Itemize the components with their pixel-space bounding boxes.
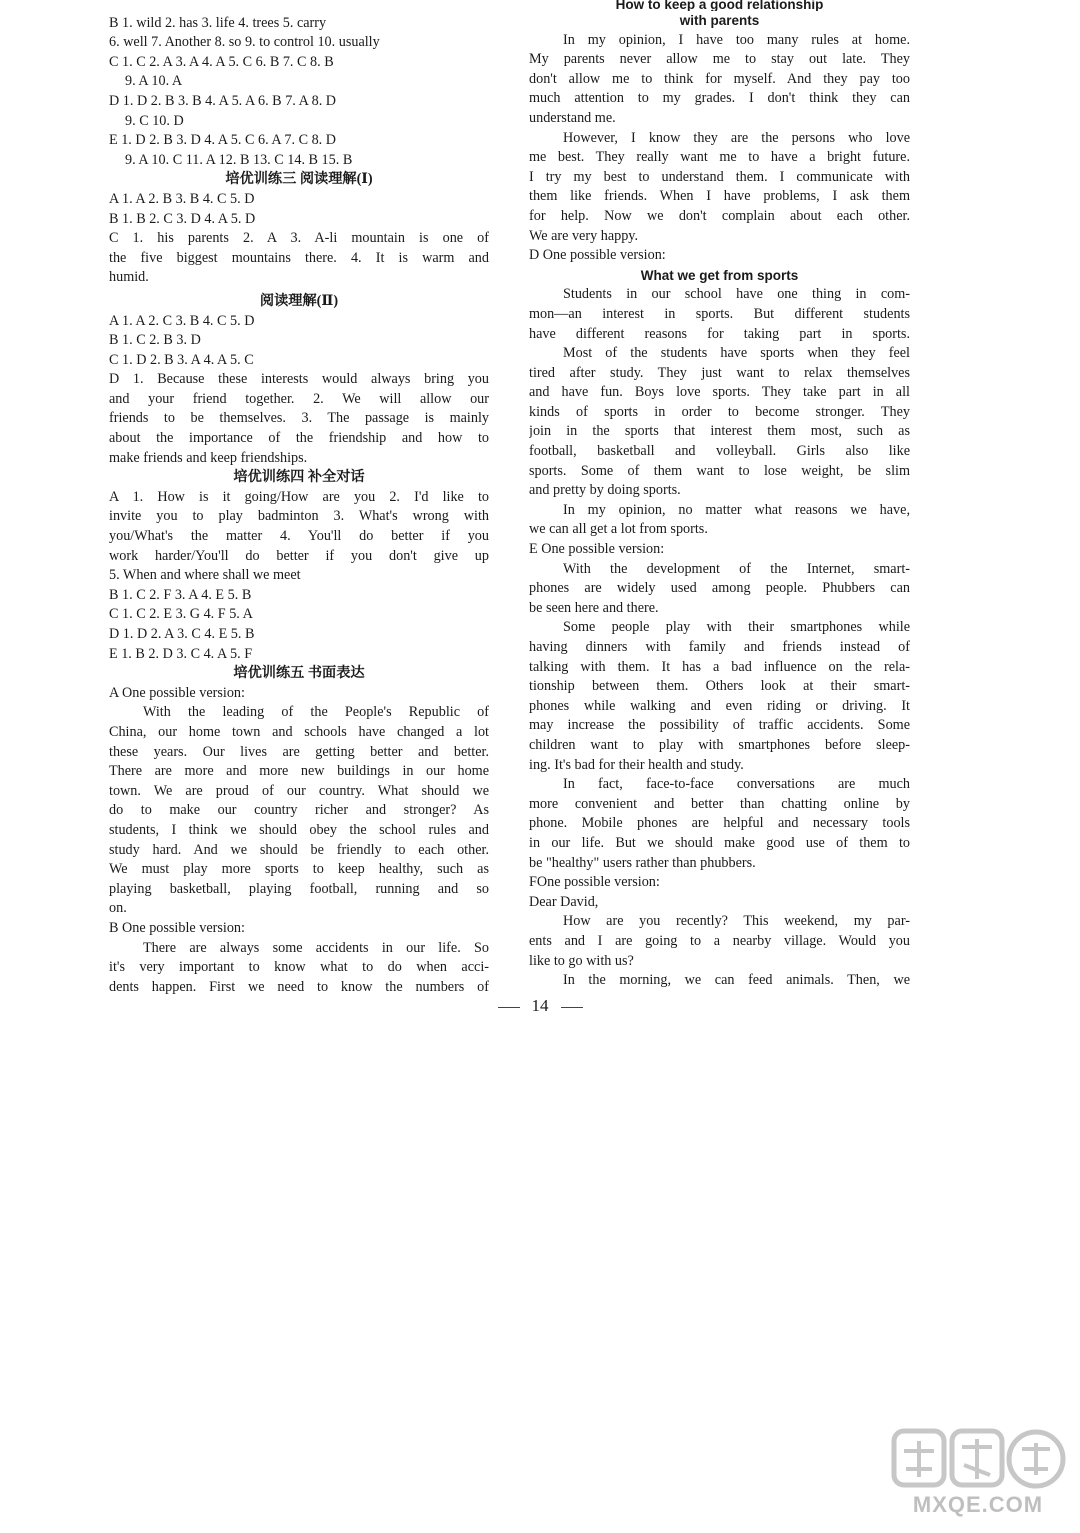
answer-line: 5. When and where shall we meet [109, 567, 301, 584]
version-label: FOne possible version: [529, 874, 660, 891]
essay-line: join in the sports that interest them most, such as [529, 423, 910, 440]
essay-line: like to go with us? [529, 952, 634, 969]
essay-line: In fact, face-to-face conversations are much [563, 776, 910, 793]
essay-line: In my opinion, I have too many rules at home. [563, 31, 910, 48]
answer-line: D 1. D 2. A 3. C 4. E 5. B [109, 626, 255, 642]
watermark-logo [890, 1425, 1066, 1497]
essay-line: may increase the possibility of traffic accidents. Some [529, 717, 910, 734]
essay-line: In my opinion, no matter what reasons we have, [563, 501, 910, 518]
essay-line: have different reasons for taking part in sports. [529, 325, 910, 342]
essay-title: How to keep a good relationship [615, 0, 824, 11]
answer-line: 9. A 10. C 11. A 12. B 13. C 14. B 15. B [125, 151, 353, 168]
essay-line: talking with them. It has a bad influence on the rela- [529, 658, 910, 675]
essay-line: and have fun. Boys love sports. They take part in all [529, 384, 910, 401]
essay-line: phones are widely used among people. Phubbers can [529, 580, 910, 597]
essay-line: having dinners with family and friends instead of [529, 639, 910, 655]
answer-line: you/What's the matter 4. You'll do better if you [109, 528, 489, 545]
answer-line: B 1. wild 2. has 3. life 4. trees 5. carry [109, 14, 327, 31]
essay-line: Students in our school have one thing in com- [563, 286, 910, 303]
answer-line: 9. C 10. D [125, 112, 184, 129]
essay-line: and pretty by doing sports. [529, 482, 681, 499]
section-heading: 培优训练五 书面表达 [233, 665, 365, 682]
answer-line: humid. [109, 269, 149, 286]
answer-line: D 1. D 2. B 3. B 4. A 5. A 6. B 7. A 8. D [109, 92, 337, 109]
essay-line: ing. It's bad for their health and study. [529, 756, 744, 773]
essay-line: understand me. [529, 109, 616, 126]
essay-line: be "healthy" users rather than phubbers. [529, 854, 756, 871]
version-label: B One possible version: [109, 919, 245, 936]
answer-line: E 1. D 2. B 3. D 4. A 5. C 6. A 7. C 8. D [109, 132, 337, 149]
answer-line: make friends and keep friendships. [109, 449, 308, 466]
answer-line: about the importance of the friendship and how to [109, 430, 489, 447]
essay-line: tionship between them. Others look at their smart- [529, 678, 910, 695]
essay-line: do to make our country richer and stronger? As [109, 802, 489, 819]
essay-line: we can all get a lot from sports. [529, 521, 708, 538]
answer-line: A 1. A 2. B 3. B 4. C 5. D [109, 190, 255, 207]
essay-line: There are always some accidents in our life. So [143, 939, 489, 956]
essay-line: in our life. But we should make good use of them to [529, 834, 910, 851]
answer-line: B 1. C 2. F 3. A 4. E 5. B [109, 586, 252, 603]
answer-line: 6. well 7. Another 8. so 9. to control 10. usually [109, 34, 380, 51]
section-heading: 培优训练三 阅读理解(Ⅰ) [225, 171, 373, 188]
answer-line: C 1. D 2. B 3. A 4. A 5. C [109, 351, 254, 368]
version-label: E One possible version: [529, 541, 665, 558]
essay-line: With the leading of the People's Republic of [143, 704, 489, 721]
essay-title: What we get from sports [640, 267, 799, 283]
left-text-column [109, 0, 489, 997]
essay-line: Most of the students have sports when they feel [563, 345, 910, 362]
version-label: D One possible version: [529, 247, 666, 264]
essay-line: mon—an interest in sports. But different students [529, 305, 910, 322]
answer-line: C 1. C 2. A 3. A 4. A 5. C 6. B 7. C 8. B [109, 53, 334, 70]
watermark [890, 1425, 1066, 1525]
essay-line: We must play more sports to keep healthy, such as [109, 861, 489, 878]
answer-line: A 1. A 2. C 3. B 4. C 5. D [109, 312, 255, 329]
dash-left [498, 1007, 520, 1008]
answer-line: work harder/You'll do better if you don't give up [109, 547, 489, 564]
essay-line: students, I think we should obey the school rules and [109, 821, 489, 838]
essay-line: be seen here and there. [529, 599, 659, 616]
essay-line: for help. Now we don't complain about each other. [529, 207, 910, 224]
dash-right [561, 1007, 583, 1008]
letter-greeting: Dear David, [529, 893, 599, 910]
essay-line: ents and I are going to a nearby village. Would you [529, 932, 910, 949]
essay-line: on. [109, 900, 127, 917]
answer-line: B 1. C 2. B 3. D [109, 332, 201, 349]
essay-line: My parents never allow me to stay out late. They [529, 51, 910, 68]
essay-line: it's very important to know what to do when acci- [109, 959, 489, 976]
essay-line: kinds of sports in order to become stronger. They [529, 403, 910, 420]
section-heading: 阅读理解(Ⅱ) [259, 292, 339, 309]
answer-line: friends to be themselves. 3. The passage is mainly [109, 410, 489, 427]
cropped-line [109, 0, 489, 14]
answer-line: C 1. C 2. E 3. G 4. F 5. A [109, 606, 253, 623]
essay-line: study hard. And we should be friendly to each other. [109, 841, 489, 858]
essay-line: tired after study. They just want to relax themselves [529, 364, 910, 381]
answer-line: E 1. B 2. D 3. C 4. A 5. F [109, 645, 253, 662]
page-number-text: 14 [531, 996, 549, 1015]
essay-line: these years. Our lives are getting better and better. [109, 743, 489, 760]
essay-line: There are more and more new buildings in our home [109, 763, 489, 780]
answer-line: B 1. B 2. C 3. D 4. A 5. D [109, 210, 256, 227]
essay-line: I try my best to understand them. I communicate with [529, 168, 910, 185]
essay-line: me best. They really want me to have a bright future. [529, 149, 910, 166]
essay-line: dents happen. First we need to know the numbers of [109, 978, 489, 995]
right-text-column [529, 0, 910, 991]
version-label: A One possible version: [109, 684, 245, 701]
watermark-site: MXQE.COM [912, 1492, 1044, 1517]
answer-line: A 1. How is it going/How are you 2. I'd like to [109, 488, 489, 505]
page-number [0, 996, 1080, 1016]
answer-line: and your friend together. 2. We will allow our [109, 390, 489, 407]
answer-line: D 1. Because these interests would always bring you [109, 371, 489, 388]
essay-line: How are you recently? This weekend, my par- [563, 913, 910, 930]
essay-line: children want to play with smartphones before sleep- [529, 736, 910, 753]
essay-line: We are very happy. [529, 227, 639, 244]
section-heading: 培优训练四 补全对话 [233, 469, 365, 486]
essay-title: with parents [679, 13, 760, 28]
essay-line: playing basketball, playing football, running and so [109, 880, 489, 897]
essay-line: In the morning, we can feed animals. Then, we [563, 972, 910, 989]
answer-line: C 1. his parents 2. A 3. A-li mountain is one of [109, 230, 489, 247]
answer-line: 9. A 10. A [125, 73, 183, 90]
essay-line: much attention to my grades. I don't think they can [529, 90, 910, 107]
essay-line: football, basketball and volleyball. Girls also like [529, 443, 910, 460]
essay-line: China, our home town and schools have changed a lot [109, 723, 489, 740]
answer-line: the five biggest mountains there. 4. It is warm and [109, 249, 489, 266]
essay-line: Some people play with their smartphones while [563, 619, 910, 636]
essay-line: more convenient and better than chatting online by [529, 795, 910, 812]
essay-line: sports. Some of them want to lose weight, be slim [529, 462, 910, 479]
essay-line: With the development of the Internet, smart- [563, 560, 910, 577]
essay-line: phone. Mobile phones are helpful and necessary tools [529, 815, 910, 832]
essay-line: them like friends. When I have problems, I ask them [529, 188, 910, 205]
essay-line: However, I know they are the persons who love [563, 129, 910, 146]
essay-line: phones while walking and even riding or driving. It [529, 697, 910, 714]
essay-line: town. We are proud of our country. What should we [109, 782, 489, 799]
answer-line: invite you to play badminton 3. What's wrong with [109, 508, 489, 525]
essay-line: don't allow me to think for myself. And they pay too [529, 70, 910, 87]
